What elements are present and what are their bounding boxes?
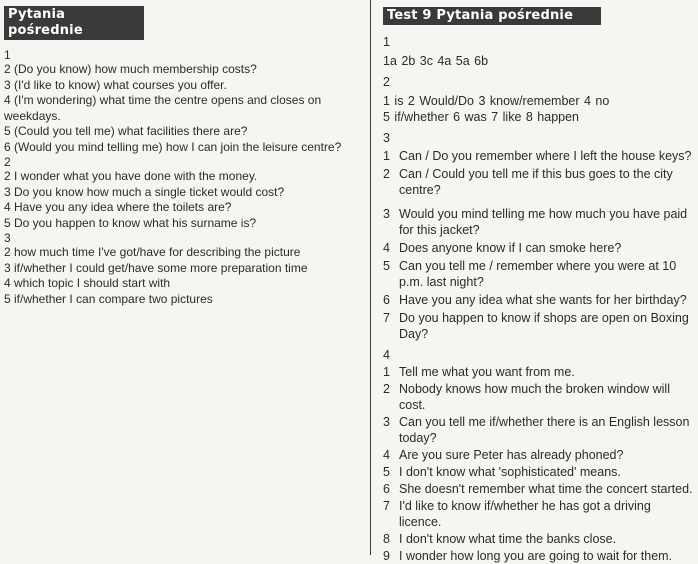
answer-line: 2 (Do you know) how much membership costs? [4, 62, 257, 76]
item-text: Nobody knows how much the broken window will cost. [399, 382, 670, 412]
answer-line: 2 I wonder what you have done with the money. [4, 169, 258, 183]
item-text: Would you mind telling me how much you have paid for this jacket? [399, 207, 688, 237]
item-number: 5 [383, 465, 390, 479]
section-number: 2 [4, 155, 11, 169]
item-text: She doesn't remember what time the concert started. [399, 482, 693, 496]
section-number: 1 [4, 48, 11, 62]
answer-line: 6 (Would you mind telling me) how I can join the leisure centre? [4, 139, 342, 154]
right-column [383, 6, 695, 564]
list-item [383, 206, 695, 238]
list-item [383, 498, 695, 530]
answer-line: 5 if/whether 6 was 7 like 8 happen [383, 110, 580, 124]
answer-line: 4 which topic I should start with [4, 276, 171, 290]
left-column [4, 6, 360, 307]
right-section-3 [383, 131, 695, 342]
answer-line: 3 Do you know how much a single ticket would cost? [4, 184, 285, 199]
item-number: 9 [383, 549, 390, 563]
list-item [383, 548, 695, 564]
list-item [383, 310, 695, 342]
item-text: Does anyone know if I can smoke here? [399, 241, 622, 255]
item-number: 3 [383, 415, 390, 429]
answer-line: 5 if/whether I can compare two pictures [4, 291, 213, 306]
item-number: 8 [383, 532, 390, 546]
item-text: Can / Could you tell me if this bus goes to the city centre? [399, 167, 673, 197]
list-item [383, 292, 695, 308]
item-number: 3 [383, 207, 390, 221]
item-number: 1 [383, 149, 390, 163]
section-number: 1 [383, 35, 390, 49]
item-number: 5 [383, 259, 390, 273]
section-number: 4 [383, 348, 390, 362]
answer-line: 4 (I'm wondering) what time the centre opens and closes on weekdays. [4, 93, 322, 123]
list-item [383, 531, 695, 547]
item-number: 4 [383, 448, 390, 462]
answer-line: 3 (I'd like to know) what courses you offer. [4, 77, 227, 92]
list-item [383, 481, 695, 497]
section-number: 2 [383, 75, 390, 89]
answer-line: 2 how much time I've got/have for describing the picture [4, 245, 301, 259]
list-item [383, 240, 695, 256]
item-text: Can you tell me / remember where you were at 10 p.m. last night? [399, 259, 677, 289]
answer-line: 1a 2b 3c 4a 5a 6b [383, 54, 489, 68]
answer-line: 1 is 2 Would/Do 3 know/remember 4 no [383, 94, 610, 108]
left-section-1 [4, 48, 360, 155]
list-item [383, 364, 695, 380]
item-number: 1 [383, 365, 390, 379]
item-text: I wonder how long you are going to wait for them. [399, 549, 673, 563]
answer-line: 3 if/whether I could get/have some more preparation time [4, 260, 308, 275]
section-number: 3 [383, 131, 390, 145]
column-divider [370, 0, 371, 555]
item-number: 6 [383, 482, 390, 496]
answer-line: 5 (Could you tell me) what facilities there are? [4, 124, 248, 138]
right-header: Test 9 Pytania pośrednie [383, 7, 601, 25]
list-item [383, 414, 695, 446]
item-number: 2 [383, 382, 390, 396]
item-text: Do you happen to know if shops are open on Boxing Day? [399, 311, 689, 341]
section-number: 3 [4, 231, 11, 245]
item-text: Tell me what you want from me. [399, 365, 575, 379]
left-header: Pytania pośrednie [4, 6, 144, 40]
right-section-1 [383, 35, 695, 69]
item-text: I don't know what time the banks close. [399, 532, 617, 546]
list-item [383, 258, 695, 290]
item-text: I don't know what 'sophisticated' means. [399, 465, 621, 479]
item-text: Have you any idea what she wants for her birthday? [399, 293, 687, 307]
item-text: I'd like to know if/whether he has got a driving licence. [399, 499, 651, 529]
left-section-2 [4, 155, 360, 231]
item-number: 4 [383, 241, 390, 255]
item-text: Can you tell me if/whether there is an English lesson today? [399, 415, 690, 445]
list-item [383, 148, 695, 164]
list-item [383, 464, 695, 480]
answer-line: 5 Do you happen to know what his surname is? [4, 215, 257, 230]
answer-line: 4 Have you any idea where the toilets are? [4, 200, 232, 214]
list-item [383, 447, 695, 463]
item-number: 7 [383, 499, 390, 513]
item-number: 6 [383, 293, 390, 307]
item-text: Can / Do you remember where I left the house keys? [399, 149, 692, 163]
list-item [383, 166, 695, 198]
left-section-3 [4, 231, 360, 307]
item-number: 7 [383, 311, 390, 325]
right-section-2 [383, 75, 695, 125]
item-number: 2 [383, 167, 390, 181]
right-section-4 [383, 348, 695, 564]
item-text: Are you sure Peter has already phoned? [399, 448, 624, 462]
list-item [383, 381, 695, 413]
